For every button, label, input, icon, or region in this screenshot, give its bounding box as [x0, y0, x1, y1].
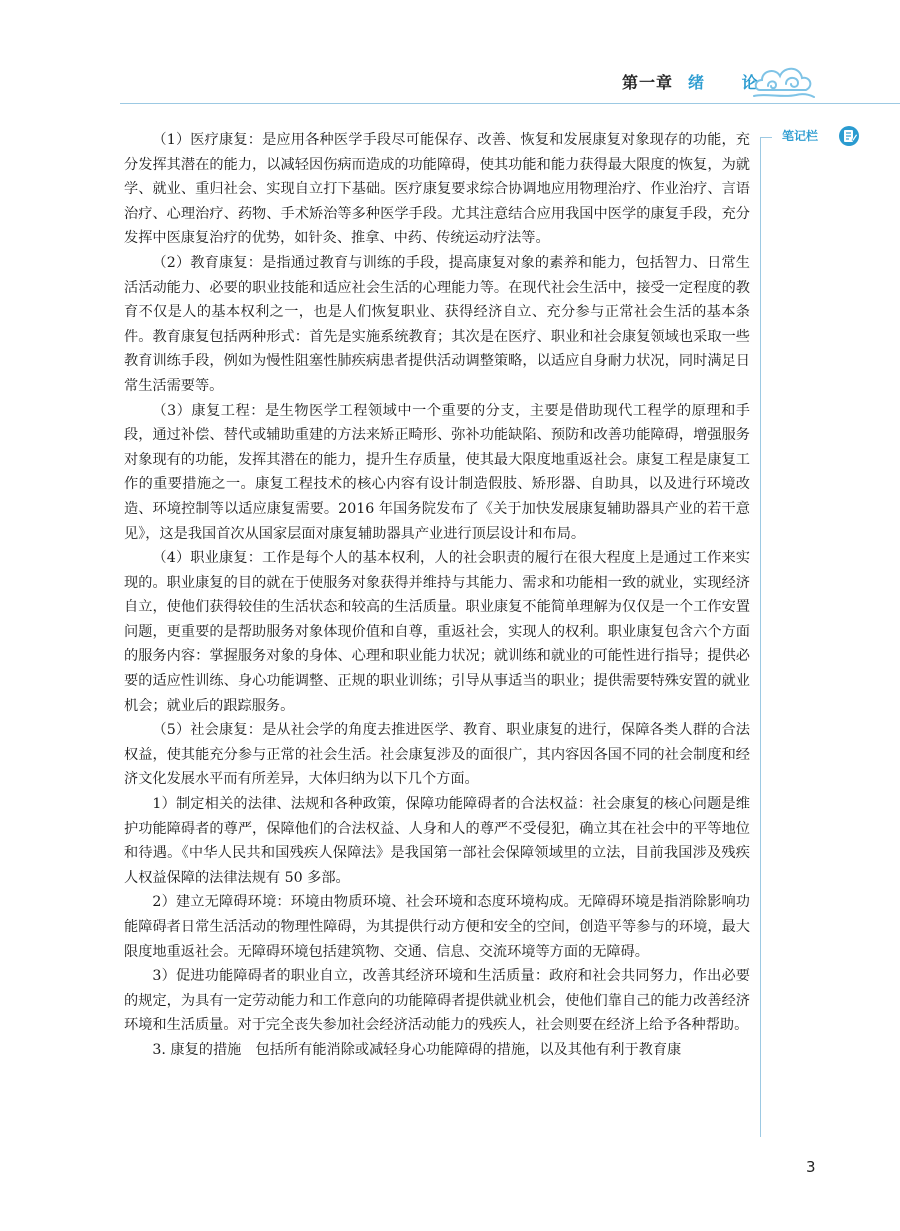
body-text — [124, 128, 750, 1063]
notes-rail-line — [760, 137, 761, 1137]
paragraph-vocational-rehabilitation: （4）职业康复：工作是每个人的基本权利，人的社会职责的履行在很大程度上是通过工作来实现的。职业康复的目的就在于使服务对象获得并维持与其能力、需求和功能相一致的就业，实现经济自立，使他们获得较佳的生活状态和较高的生活质量。职业康复不能简单理解为仅仅是一个工作安置问题，更重要的是帮助服务对象体现价值和自尊，重返社会，实现人的权利。职业康复包含六个方面的服务内容：掌握服务对象的身体、心理和职业能力状况；就训练和就业的可能性进行指导；提供必要的适应性训练、身心功能调整、正规的职业训练；引导从事适当的职业；提供需要特殊安置的就业机会；就业后的跟踪服务。 — [124, 550, 750, 714]
paragraph-rehabilitation-engineering: （3）康复工程：是生物医学工程领域中一个重要的分支，主要是借助现代工程学的原理和手段，通过补偿、替代或辅助重建的方法来矫正畸形、弥补功能缺陷、预防和改善功能障碍，增强服务对象现有的功能，发挥其潜在的能力，提升生存质量，使其最大限度地重返社会。康复工程是康复工作的重要措施之一。康复工程技术的核心内容有设计制造假肢、矫形器、自助具，以及进行环境改造、环境控制等以适应康复需要。2016 年国务院发布了《关于加快发展康复辅助器具产业的若干意见》，这是我国首次从国家层面对康复辅助器具产业进行顶层设计和布局。 — [124, 402, 750, 542]
paragraph-educational-rehabilitation: （2）教育康复：是指通过教育与训练的手段，提高康复对象的素养和能力，包括智力、日常生活活动能力、必要的职业技能和适应社会生活的心理能力等。在现代社会生活中，接受一定程度的教育不仅是人的基本权利之一，也是人们恢复职业、获得经济自立、充分参与正常社会生活的基本条件。教育康复包括两种形式：首先是实施系统教育；其次是在医疗、职业和社会康复领域也采取一些教育训练手段，例如为慢性阻塞性肺疾病患者提供活动调整策略，以适应自身耐力状况，同时满足日常生活需要等。 — [124, 254, 750, 394]
paragraph-rehabilitation-measures: 3. 康复的措施 包括所有能消除或减轻身心功能障碍的措施，以及其他有利于教育康 — [152, 1041, 682, 1058]
pencil-note-icon — [838, 125, 860, 151]
paragraph-laws-and-policies: 1）制定相关的法律、法规和各种政策，保障功能障碍者的合法权益：社会康复的核心问题是维护功能障碍者的尊严，保障他们的合法权益、人身和人的尊严不受侵犯，确立其在社会中的平等地位和待遇。《中华人民共和国残疾人保障法》是我国第一部社会保障领域里的立法，目前我国涉及残疾人权益保障的法律法规有 50 多部。 — [124, 796, 750, 886]
paragraph-vocational-independence: 3）促进功能障碍者的职业自立，改善其经济环境和生活质量：政府和社会共同努力，作出必要的规定，为具有一定劳动能力和工作意向的功能障碍者提供就业机会，使他们靠自己的能力改善经济环境和生活质量。对于完全丧失参加社会经济活动能力的残疾人，社会则要在经济上给予各种帮助。 — [124, 968, 750, 1034]
paragraph-social-rehabilitation: （5）社会康复：是从社会学的角度去推进医学、教育、职业康复的进行，保障各类人群的合法权益，使其能充分参与正常的社会生活。社会康复涉及的面很广，其内容因各国不同的社会制度和经济文化发展水平而有所差异，大体归纳为以下几个方面。 — [124, 722, 750, 788]
chapter-label: 第一章 — [622, 73, 674, 92]
notes-rail-tick — [760, 137, 772, 138]
page-header — [0, 60, 900, 104]
notes-sidebar — [760, 125, 900, 1145]
chapter-title: 绪 论 — [688, 73, 774, 92]
page-number: 3 — [806, 1158, 816, 1176]
paragraph-barrier-free-environment: 2）建立无障碍环境：环境由物质环境、社会环境和态度环境构成。无障碍环境是指消除影响功能障碍者日常生活活动的物理性障碍，为其提供行动方便和安全的空间，创造平等参与的环境，最大限度地重返社会。无障碍环境包括建筑物、交通、信息、交流环境等方面的无障碍。 — [124, 894, 750, 960]
paragraph-medical-rehabilitation: （1）医疗康复：是应用各种医学手段尽可能保存、改善、恢复和发展康复对象现存的功能，充分发挥其潜在的能力，以减轻因伤病而造成的功能障碍，使其功能和能力获得最大限度的恢复，为就学、就业、重归社会、实现自立打下基础。医疗康复要求综合协调地应用物理治疗、作业治疗、言语治疗、心理治疗、药物、手术矫治等多种医学手段。尤其注意结合应用我国中医学的康复手段，充分发挥中医康复治疗的优势，如针灸、推拿、中药、传统运动疗法等。 — [124, 132, 750, 247]
header-rule — [120, 103, 900, 104]
cloud-ornament-icon — [752, 60, 816, 106]
notes-label: 笔记栏 — [782, 129, 819, 143]
